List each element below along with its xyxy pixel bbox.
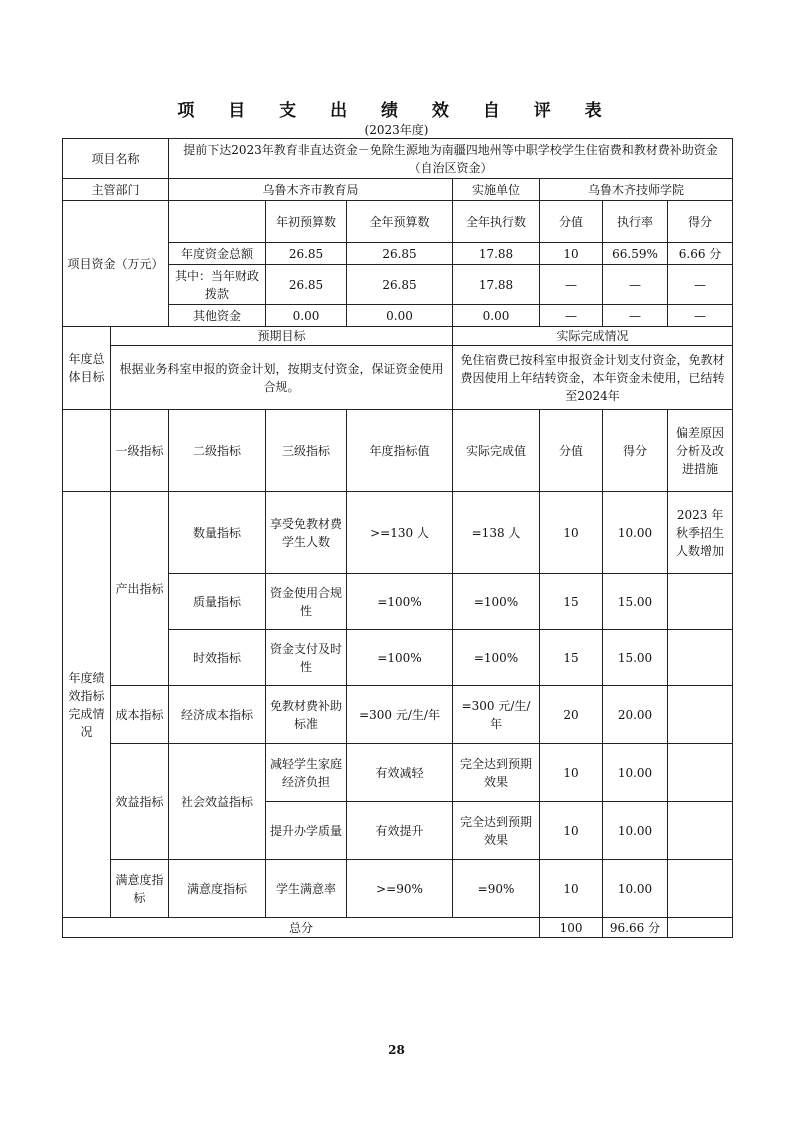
funds-row-rate: 66.59% xyxy=(603,243,668,265)
indicator-row xyxy=(63,744,733,802)
page-number: 28 xyxy=(388,1043,405,1057)
indicators-header-level2: 二级指标 xyxy=(169,410,266,492)
indicator-score-value: 15 xyxy=(540,630,603,686)
funds-row-score-value: — xyxy=(540,305,603,327)
indicator-target: 有效减轻 xyxy=(347,744,453,802)
total-label: 总分 xyxy=(63,918,540,938)
indicators-section-label: 年度绩效指标完成情况 xyxy=(63,492,111,918)
funds-row-score-value: 10 xyxy=(540,243,603,265)
department-value: 乌鲁木齐市教育局 xyxy=(169,179,453,201)
indicator-deviation: 2023 年秋季招生人数增加 xyxy=(668,492,733,574)
indicator-target: =100% xyxy=(347,574,453,630)
indicators-header-deviation: 偏差原因分析及改进措施 xyxy=(668,410,733,492)
indicator-score-value: 10 xyxy=(540,744,603,802)
indicator-actual: =300 元/生/年 xyxy=(453,686,540,744)
indicator-target: 有效提升 xyxy=(347,802,453,860)
funds-row-score: — xyxy=(668,265,733,305)
funds-row-rate: — xyxy=(603,265,668,305)
indicator-score: 10.00 xyxy=(603,744,668,802)
indicator-level2: 数量指标 xyxy=(169,492,266,574)
indicator-score: 10.00 xyxy=(603,860,668,918)
funds-row-score-value: — xyxy=(540,265,603,305)
indicators-header-score: 得分 xyxy=(603,410,668,492)
indicator-score: 10.00 xyxy=(603,802,668,860)
goals-content-row xyxy=(63,346,733,410)
indicator-deviation xyxy=(668,630,733,686)
indicator-level2: 满意度指标 xyxy=(169,860,266,918)
total-score: 96.66 分 xyxy=(603,918,668,938)
indicator-level2: 质量指标 xyxy=(169,574,266,630)
indicator-level2: 时效指标 xyxy=(169,630,266,686)
indicator-actual: =100% xyxy=(453,630,540,686)
indicator-actual: 完全达到预期效果 xyxy=(453,744,540,802)
funds-header-row xyxy=(63,201,733,243)
indicator-score-value: 10 xyxy=(540,802,603,860)
department-label: 主管部门 xyxy=(63,179,169,201)
unit-value: 乌鲁木齐技师学院 xyxy=(540,179,733,201)
indicator-level3: 资金使用合规性 xyxy=(266,574,347,630)
indicator-level3: 减轻学生家庭经济负担 xyxy=(266,744,347,802)
goals-expected-text: 根据业务科室申报的资金计划，按期支付资金，保证资金使用合规。 xyxy=(111,346,453,410)
indicator-group-cost: 成本指标 xyxy=(111,686,169,744)
indicator-score: 15.00 xyxy=(603,574,668,630)
indicator-target: =300 元/生/年 xyxy=(347,686,453,744)
indicator-actual: 完全达到预期效果 xyxy=(453,802,540,860)
funds-row-annual: 0.00 xyxy=(347,305,453,327)
funds-row-initial: 26.85 xyxy=(266,243,347,265)
funds-row-score: — xyxy=(668,305,733,327)
indicator-actual: =100% xyxy=(453,574,540,630)
funds-header-score-value: 分值 xyxy=(540,201,603,243)
indicators-header-row xyxy=(63,410,733,492)
funds-row-executed: 0.00 xyxy=(453,305,540,327)
indicators-header-level1: 一级指标 xyxy=(111,410,169,492)
indicator-deviation xyxy=(668,802,733,860)
indicator-group-satisfaction: 满意度指标 xyxy=(111,860,169,918)
indicator-score: 20.00 xyxy=(603,686,668,744)
funds-label: 项目资金（万元） xyxy=(63,201,169,327)
indicator-level3: 学生满意率 xyxy=(266,860,347,918)
indicator-target: >=90% xyxy=(347,860,453,918)
total-row xyxy=(63,918,733,938)
unit-label: 实施单位 xyxy=(453,179,540,201)
indicator-actual: =138 人 xyxy=(453,492,540,574)
funds-header-blank xyxy=(169,201,266,243)
indicator-row xyxy=(63,860,733,918)
indicators-header-level3: 三级指标 xyxy=(266,410,347,492)
funds-row-label: 年度资金总额 xyxy=(169,243,266,265)
total-deviation xyxy=(668,918,733,938)
indicator-deviation xyxy=(668,574,733,630)
goals-header-row xyxy=(63,327,733,346)
indicator-level3: 提升办学质量 xyxy=(266,802,347,860)
indicator-target: =100% xyxy=(347,630,453,686)
indicator-group-output: 产出指标 xyxy=(111,492,169,686)
funds-header-score: 得分 xyxy=(668,201,733,243)
indicator-deviation xyxy=(668,686,733,744)
total-score-value: 100 xyxy=(540,918,603,938)
project-name-value: 提前下达2023年教育非直达资金－免除生源地为南疆四地州等中职学校学生住宿费和教材费补助资金（自治区资金） xyxy=(169,139,733,179)
indicator-row xyxy=(63,686,733,744)
funds-header-executed: 全年执行数 xyxy=(453,201,540,243)
indicator-group-benefit: 效益指标 xyxy=(111,744,169,860)
funds-row-executed: 17.88 xyxy=(453,243,540,265)
indicator-level3: 免教材费补助标准 xyxy=(266,686,347,744)
indicator-actual: =90% xyxy=(453,860,540,918)
indicator-score-value: 10 xyxy=(540,492,603,574)
indicators-header-score-value: 分值 xyxy=(540,410,603,492)
indicator-score: 10.00 xyxy=(603,492,668,574)
goals-actual-text: 免住宿费已按科室申报资金计划支付资金，免教材费因使用上年结转资金，本年资金未使用，已结转至2024年 xyxy=(453,346,733,410)
project-name-label: 项目名称 xyxy=(63,139,169,179)
indicators-header-actual: 实际完成值 xyxy=(453,410,540,492)
indicator-deviation xyxy=(668,860,733,918)
indicators-header-target: 年度指标值 xyxy=(347,410,453,492)
indicator-deviation xyxy=(668,744,733,802)
funds-row-rate: — xyxy=(603,305,668,327)
indicator-score-value: 20 xyxy=(540,686,603,744)
funds-row-executed: 17.88 xyxy=(453,265,540,305)
evaluation-table xyxy=(62,138,733,938)
goals-label: 年度总体目标 xyxy=(63,327,111,410)
funds-header-initial: 年初预算数 xyxy=(266,201,347,243)
funds-row-initial: 26.85 xyxy=(266,265,347,305)
department-row xyxy=(63,179,733,201)
project-name-row xyxy=(63,139,733,179)
indicator-level2: 经济成本指标 xyxy=(169,686,266,744)
page-title: 项 目 支 出 绩 效 自 评 表 xyxy=(177,101,616,121)
indicator-target: >=130 人 xyxy=(347,492,453,574)
goals-actual-header: 实际完成情况 xyxy=(453,327,733,346)
indicator-score-value: 15 xyxy=(540,574,603,630)
goals-expected-header: 预期目标 xyxy=(111,327,453,346)
funds-row-label: 其中：当年财政拨款 xyxy=(169,265,266,305)
indicator-level3: 享受免教材费学生人数 xyxy=(266,492,347,574)
funds-row-annual: 26.85 xyxy=(347,243,453,265)
indicator-row xyxy=(63,492,733,574)
indicators-header-blank xyxy=(63,410,111,492)
funds-row-annual: 26.85 xyxy=(347,265,453,305)
funds-header-rate: 执行率 xyxy=(603,201,668,243)
page-subtitle: (2023年度) xyxy=(364,123,429,137)
indicator-level3: 资金支付及时性 xyxy=(266,630,347,686)
funds-row-score: 6.66 分 xyxy=(668,243,733,265)
indicator-level2: 社会效益指标 xyxy=(169,744,266,860)
indicator-score: 15.00 xyxy=(603,630,668,686)
funds-header-annual: 全年预算数 xyxy=(347,201,453,243)
funds-row-label: 其他资金 xyxy=(169,305,266,327)
funds-row-initial: 0.00 xyxy=(266,305,347,327)
indicator-score-value: 10 xyxy=(540,860,603,918)
